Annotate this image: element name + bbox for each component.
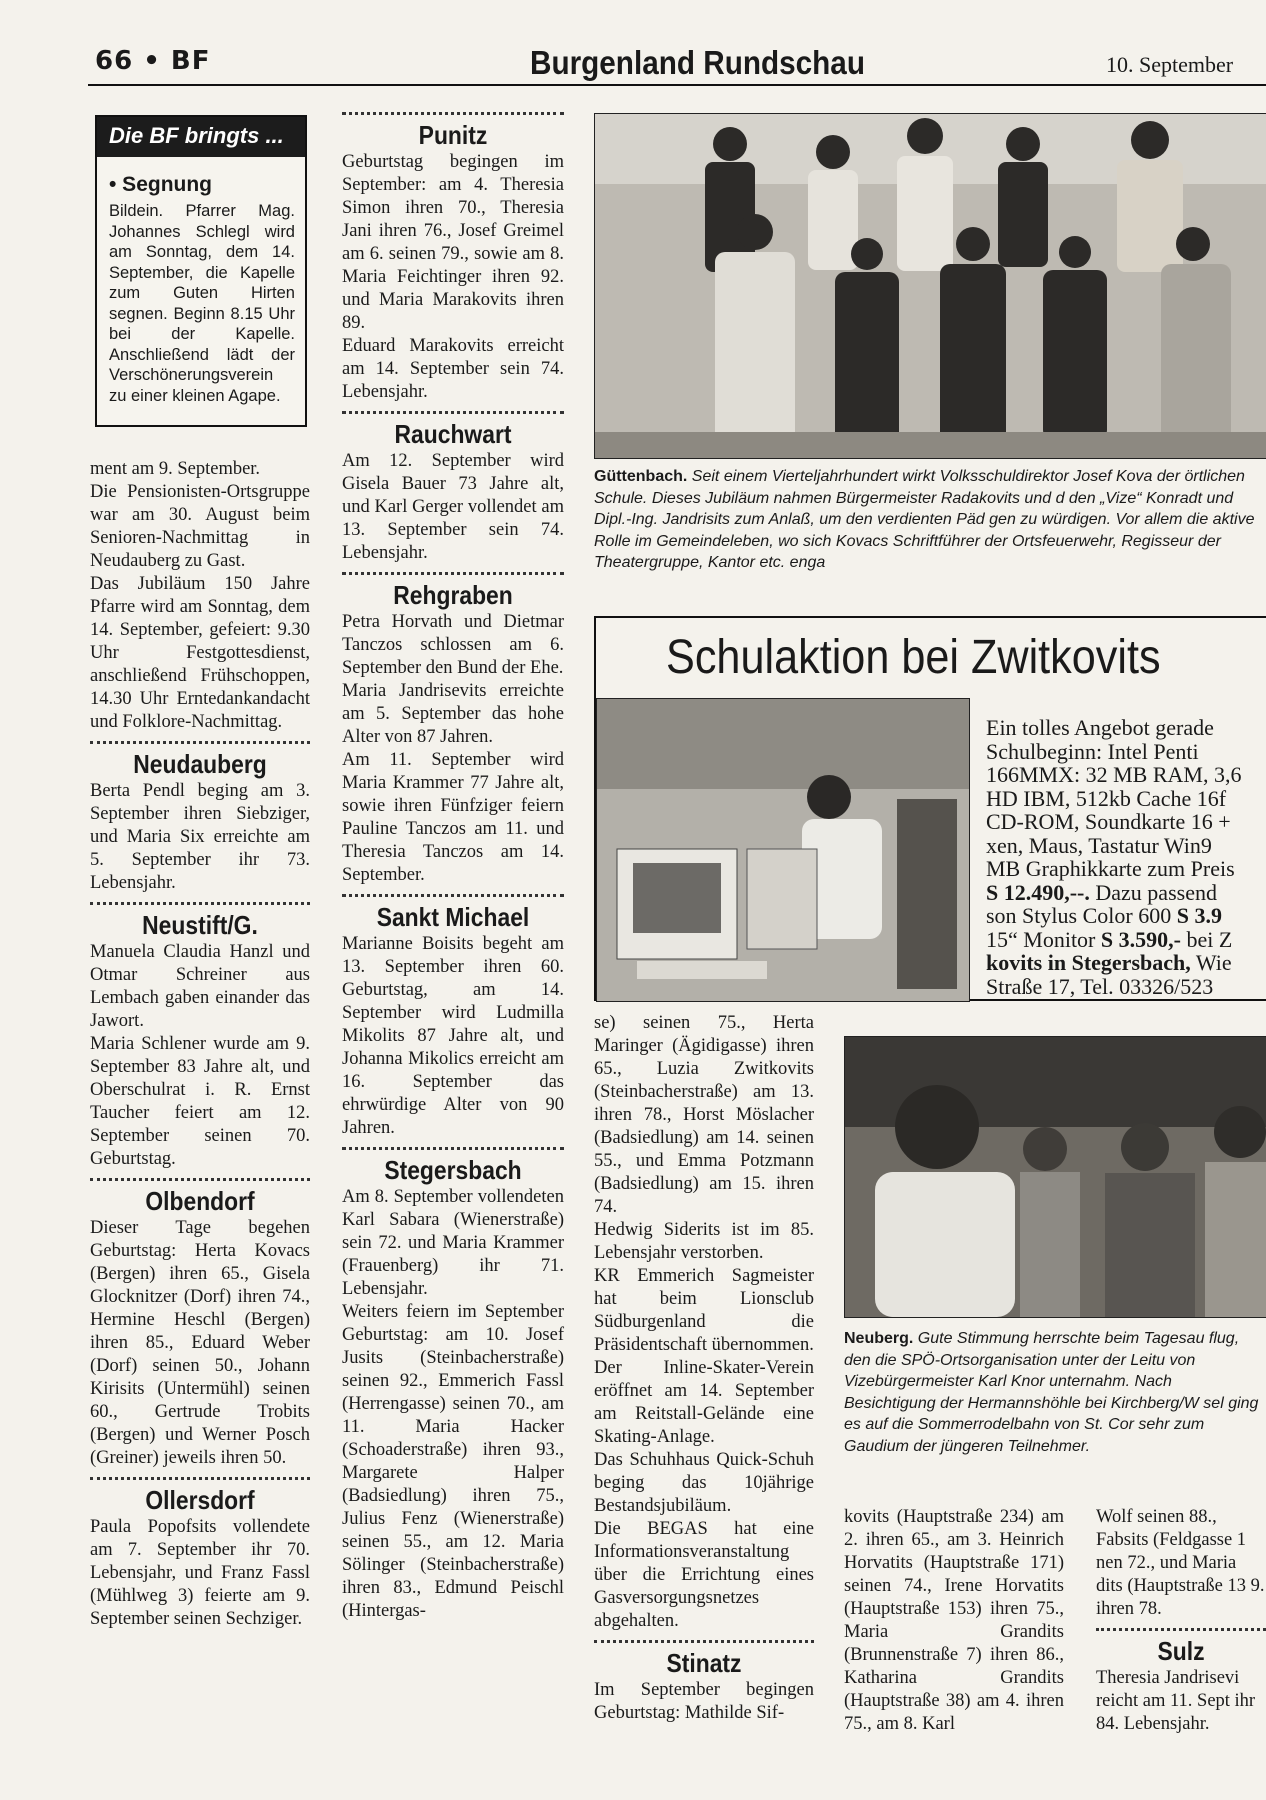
- excursion-image: [845, 1037, 1266, 1317]
- ad-line: Ein tolles Angebot gerade: [986, 716, 1214, 740]
- info-box-subheading: • Segnung: [109, 173, 213, 196]
- ad-line-part: Dazu passend: [1089, 879, 1217, 905]
- ad-shop: kovits in Stegersbach,: [986, 950, 1191, 975]
- section-heading: Rauchwart: [394, 419, 512, 449]
- paragraph: Marianne Boisits begeht am 13. September ihren 60. Geburtstag, am 14. September wird Ludmilla Mikolits 87 Jahre alt, und Johanna Mikolics erreicht am 16. September das ehrwürdige Alter von 90 Jahren.: [342, 934, 564, 1138]
- excursion-photo: [844, 1036, 1266, 1318]
- advertisement: [594, 616, 1266, 1001]
- ad-line-part: 15“ Monitor: [986, 926, 1101, 952]
- dotted-separator: [342, 894, 564, 897]
- group-photo-image: [595, 114, 1266, 458]
- paragraph: Maria Jandrisevits erreichte am 5. September das hohe Alter von 87 Jahren.: [342, 681, 564, 747]
- paragraph: Der Inline-Skater-Verein eröffnet am 14. September am Reitstall-Gelände eine Skating-Anlage.: [594, 1358, 814, 1447]
- section-heading: Olbendorf: [145, 1186, 255, 1216]
- paragraph: Das Schuhhaus Quick-Schuh beging das 10jährige Bestandsjubiläum.: [594, 1450, 814, 1516]
- info-box: [95, 115, 307, 427]
- section-heading: Neudauberg: [133, 749, 267, 779]
- ad-line-part: bei Z: [1180, 926, 1233, 952]
- ad-line-part: Wie: [1190, 950, 1232, 975]
- column-4: [844, 1506, 1064, 1736]
- dotted-separator: [90, 1178, 310, 1181]
- paragraph: Maria Schlener wurde am 9. September 83 Jahre alt, und Oberschulrat i. R. Ernst Taucher feiert am 12. September seinen 70. Geburtstag.: [90, 1034, 310, 1169]
- paragraph: Am 12. September wird Gisela Bauer 73 Jahre alt, und Karl Gerger vollendet am 13. September sein 74. Lebensjahr.: [342, 451, 564, 563]
- ad-line: [986, 951, 1256, 975]
- info-box-text: Bildein. Pfarrer Mag. Johannes Schlegl wird am Sonntag, dem 14. September, die Kapelle zum Guten Hirten segnen. Beginn 8.15 Uhr bei der Kapelle. Anschließend lädt der Verschönerungsverein zu einer kleinen Agape.: [109, 202, 295, 405]
- paragraph: KR Emmerich Sagmeister hat beim Lionsclub Südburgenland die Präsidentschaft übernommen.: [594, 1266, 814, 1355]
- caption-text: Seit einem Vierteljahrhundert wirkt Volksschuldirektor Josef Kova der örtlichen Schule. Dieses Jubiläum nahmen Bürgermeister Radakovits und d den „Vize“ Konradt und Dipl.-Ing. Jandrisits zum Anlaß, um den verdienten Päd gen zu würdigen. Vor allem die aktive Rolle im Gemeindeleben, wo sich Kovacs Schriftführer der Ortsfeuerwehr, Regisseur der Theatergruppe, Kantor etc. enga: [594, 468, 1255, 571]
- ad-line: xen, Maus, Tastatur Win9: [986, 832, 1212, 858]
- ad-line: Schulbeginn: Intel Penti: [986, 738, 1199, 764]
- section-heading: Ollersdorf: [145, 1485, 255, 1515]
- column-2: [342, 112, 564, 1623]
- caption-place: Güttenbach.: [594, 468, 688, 485]
- paragraph: Die Pensionisten-Ortsgruppe war am 30. August beim Senioren-Nachmittag in Neudauberg zu Gast.: [90, 482, 310, 571]
- paragraph: Wolf seinen 88., Fabsits (Feldgasse 1 nen 72., und Maria dits (Hauptstraße 13 9. ihren 78.: [1096, 1507, 1265, 1619]
- paragraph: ment am 9. September.: [90, 459, 261, 479]
- group-photo: [594, 113, 1266, 459]
- caption-place: Neuberg.: [844, 1330, 914, 1347]
- paragraph: Am 11. September wird Maria Krammer 77 Jahre alt, sowie ihren Fünfziger feiern Pauline Tanczos am 11. und Theresia Tanczos am 14. September.: [342, 750, 564, 885]
- dotted-separator: [342, 411, 564, 414]
- ad-line: CD-ROM, Soundkarte 16 +: [986, 809, 1231, 834]
- paragraph: Eduard Marakovits erreicht am 14. September sein 74. Lebensjahr.: [342, 336, 564, 402]
- paragraph: Manuela Claudia Hanzl und Otmar Schreiner aus Lembach gaben einander das Jawort.: [90, 942, 310, 1031]
- ad-line-part: son Stylus Color 600: [986, 903, 1177, 928]
- ad-line: 166MMX: 32 MB RAM, 3,6: [986, 762, 1242, 787]
- ad-price: S 3.9: [1176, 903, 1222, 928]
- info-box-heading: Die BF bringts ...: [97, 117, 305, 157]
- paragraph: Geburtstag begingen im September: am 4. Theresia Simon ihren 70., Theresia Jani ihren 76., Josef Greimel am 6. seinen 79., sowie am 8. Maria Feichtinger ihren 92. und Maria Marakovits ihren 89.: [342, 152, 564, 333]
- ad-line: MB Graphikkarte zum Preis: [986, 856, 1235, 881]
- dotted-separator: [342, 572, 564, 575]
- dotted-separator: [342, 112, 564, 115]
- paragraph: Weiters feiern im September Geburtstag: am 10. Josef Jusits (Steinbacherstraße) seinen 92., Emmerich Fassl (Herrengasse) seinen 70., am 11. Maria Hacker (Schoaderstraße) ihren 93., Margarete Halper (Badsiedlung) ihren 75., Julius Fenz (Wienerstraße) seinen 55., am 12. Maria Sölinger (Steinbacherstraße) ihren 83., Edmund Peischl (Hintergas-: [342, 1302, 564, 1621]
- section-heading: Stegersbach: [384, 1155, 522, 1185]
- section-heading: Sankt Michael: [376, 902, 530, 932]
- column-3: [594, 1012, 814, 1725]
- ad-text: [986, 716, 1256, 998]
- dotted-separator: [1096, 1628, 1266, 1631]
- dotted-separator: [90, 1477, 310, 1480]
- page-number: 66 • BF: [95, 46, 211, 76]
- dotted-separator: [90, 741, 310, 744]
- ad-line: [986, 881, 1256, 905]
- paragraph: Petra Horvath und Dietmar Tanczos schlossen am 6. September den Bund der Ehe.: [342, 612, 564, 678]
- paragraph: Paula Popofsits vollendete am 7. September ihr 70. Lebensjahr, und Franz Fassl (Mühlweg 3) feierte am 9. September seinen Sechziger.: [90, 1517, 310, 1629]
- dotted-separator: [594, 1640, 814, 1643]
- computer-shop-image: [597, 699, 969, 1001]
- section-heading: Punitz: [418, 120, 488, 150]
- photo-caption: [594, 466, 1266, 574]
- paragraph: Theresia Jandrisevi reicht am 11. Sept ihr 84. Lebensjahr.: [1096, 1668, 1256, 1734]
- photo-caption: [844, 1328, 1266, 1457]
- paragraph: Das Jubiläum 150 Jahre Pfarre wird am Sonntag, dem 14. September, gefeiert: 9.30 Uhr Festgottesdienst, anschließend Frühschoppen, 14.30 Uhr Erntedankandacht und Folklore-Nachmittag.: [90, 574, 310, 732]
- column-1: [90, 458, 310, 1631]
- ad-line: [986, 928, 1256, 952]
- issue-date: 10. September: [1106, 52, 1234, 77]
- paragraph: kovits (Hauptstraße 234) am 2. ihren 65., am 3. Heinrich Horvatits (Hauptstraße 171) seinen 74., Irene Horvatits (Hauptstraße 153) ihren 75., Maria Grandits (Brunnenstraße 7) ihren 86., Katharina Grandits (Hauptstraße 38) am 4. ihren 75., am 8. Karl: [844, 1507, 1064, 1734]
- paragraph: Berta Pendl beging am 3. September ihren Siebziger, und Maria Six erreichte am 5. September ihr 73. Lebensjahr.: [90, 781, 310, 893]
- ad-line: [986, 904, 1256, 928]
- paragraph: Die BEGAS hat eine Informationsveranstaltung über die Errichtung eines Gasversorgungsnetzes abgehalten.: [594, 1519, 814, 1631]
- section-heading: Rehgraben: [393, 580, 513, 610]
- computer-shop-photo: [596, 698, 970, 1002]
- ad-price: S 3.590,-: [1100, 926, 1181, 952]
- dotted-separator: [342, 1147, 564, 1150]
- paragraph: Im September begingen Geburtstag: Mathilde Sif-: [594, 1680, 814, 1723]
- newspaper-title: Burgenland Rundschau: [530, 44, 865, 81]
- ad-line: Straße 17, Tel. 03326/523: [986, 973, 1214, 998]
- ad-line: HD IBM, 512kb Cache 16f: [986, 785, 1227, 811]
- header-rule: [88, 84, 1266, 86]
- dotted-separator: [90, 902, 310, 905]
- paragraph: se) seinen 75., Herta Maringer (Ägidigasse) ihren 65., Luzia Zwitkovits (Steinbacherstraße) am 13. ihren 78., Horst Möslacher (Badsiedlung) am 14. seinen 55., und Emma Potzmann (Badsiedlung) am 15. ihren 74.: [594, 1013, 814, 1217]
- paragraph: Dieser Tage begehen Geburtstag: Herta Kovacs (Bergen) ihren 65., Gisela Glocknitzer (Dorf) ihren 74., Hermine Heschl (Bergen) ihren 85., Eduard Weber (Dorf) seinen 50., Johann Kirisits (Untermühl) seinen 60., Gertrude Trobits (Bergen) und Werner Posch (Greiner) jeweils ihren 50.: [90, 1218, 310, 1468]
- caption-text: Gute Stimmung herrschte beim Tagesau flug, den die SPÖ-Ortsorganisation unter der Leitu von Vizebürgermeister Karl Knor unternahm. Nach Besichtigung der Hermannshöhle bei Kirchberg/W sel ging es auf die Sommerrodelbahn von St. Cor sehr zum Gaudium der jüngeren Teilnehmer.: [844, 1330, 1259, 1455]
- paragraph: Hedwig Siderits ist im 85. Lebensjahr verstorben.: [594, 1220, 814, 1263]
- ad-title: Schulaktion bei Zwitkovits: [666, 631, 1161, 684]
- column-5: [1096, 1506, 1266, 1736]
- section-heading: Stinatz: [666, 1648, 742, 1678]
- section-heading: Sulz: [1157, 1636, 1205, 1666]
- section-heading: Neustift/G.: [142, 910, 258, 940]
- paragraph: Am 8. September vollendeten Karl Sabara (Wienerstraße) sein 72. und Maria Krammer (Frauenberg) ihr 71. Lebensjahr.: [342, 1187, 564, 1299]
- ad-price: S 12.490,--.: [986, 879, 1090, 905]
